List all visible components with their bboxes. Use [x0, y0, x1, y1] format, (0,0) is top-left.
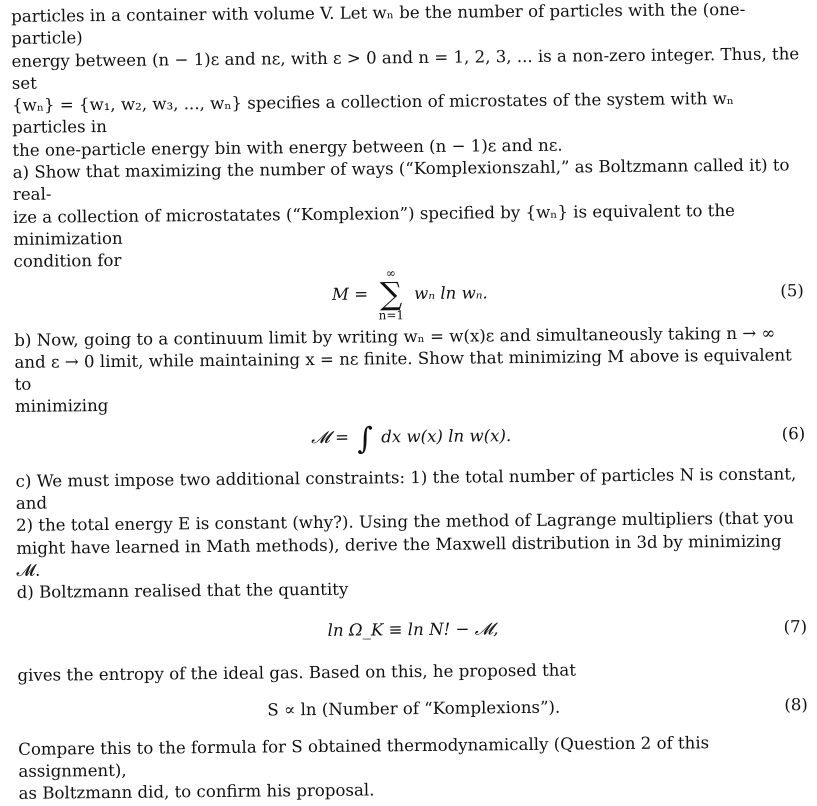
equation-7-expression: ln Ω_K ≡ ln N! − 𝓜,: [327, 619, 499, 641]
integral-symbol: ∫: [357, 421, 374, 457]
summation-lower-limit: n=1: [378, 308, 405, 323]
equation-6-rhs: dx w(x) ln w(x).: [381, 426, 512, 447]
closing-line-2: as Boltzmann did, to confirm his proposal.: [18, 780, 375, 804]
equation-6-lhs: 𝓜 =: [311, 427, 350, 448]
equation-8-expression: S ∝ ln (Number of “Komplexions”).: [267, 697, 561, 720]
intro-line-2: energy between (n − 1)ε and nε, with ε > 0 and n = 1, 2, 3, ... is a non-zero integer. Thus, the set: [11, 43, 800, 93]
part-b-line-2: and ε → 0 limit, while maintaining x = nε finite. Show that minimizing M above is equivalent to: [14, 345, 792, 395]
closing-line-1: Compare this to the formula for S obtained thermodynamically (Question 2 of this assignment),: [18, 733, 710, 781]
equation-5-number: (5): [780, 280, 804, 300]
part-b-paragraph: [14, 322, 807, 419]
equation-6-body: [311, 421, 512, 457]
intro-line-4: the one-particle energy bin with energy between (n − 1)ε and nε.: [12, 135, 563, 160]
part-c-line-3: might have learned in Math methods), derive the Maxwell distribution in 3d by minimizing 𝓜.: [16, 531, 782, 580]
part-a-line-2: ize a collection of microstatates (“Komplexion”) specified by {wₙ} is equivalent to the minimization: [12, 200, 736, 249]
intro-paragraph: [11, 0, 804, 162]
part-c-paragraph: [16, 463, 809, 582]
summation: [378, 267, 404, 322]
equation-5-body: [332, 266, 488, 322]
equation-5-rhs: wₙ ln wₙ.: [413, 283, 488, 304]
equation-8: [18, 687, 810, 731]
equation-6-number: (6): [781, 423, 806, 444]
part-d2-line-1: gives the entropy of the ideal gas. Based on this, he proposed that: [17, 660, 577, 685]
equation-6: [15, 411, 807, 465]
part-d-line-1: d) Boltzmann realised that the quantity: [16, 579, 349, 603]
part-c-line-2: 2) the total energy E is constant (why?). Using the method of Lagrange multipliers (that you: [15, 508, 795, 536]
closing-paragraph: [18, 731, 811, 805]
equation-5: [14, 266, 806, 324]
part-a-line-3: condition for: [13, 251, 122, 272]
part-c-line-1: c) We must impose two additional constraints: 1) the total number of particles N is constant, and: [15, 464, 797, 513]
equation-8-number: (8): [784, 694, 808, 715]
summation-upper-limit: ∞: [385, 266, 396, 281]
intro-line-1: particles in a container with volume V. Let wₙ be the number of particles with the (one-particle): [11, 0, 746, 49]
part-a-line-1: a) Show that maximizing the number of ways (“Komplexionszahl,” as Boltzmann called it) to real-: [12, 155, 790, 205]
part-b-line-3: minimizing: [14, 396, 109, 417]
part-a-paragraph: [13, 154, 806, 273]
summation-symbol: ∑: [379, 276, 403, 313]
part-b-line-1: b) Now, going to a continuum limit by writing wₙ = w(x)ε and simultaneously taking n → ∞: [14, 323, 776, 350]
equation-7-number: (7): [783, 616, 808, 636]
intro-line-3: {wₙ} = {w₁, w₂, w₃, ..., wₙ} specifies a collection of microstates of the system with wₙ particles in: [11, 89, 735, 138]
equation-5-lhs: M =: [331, 284, 369, 304]
